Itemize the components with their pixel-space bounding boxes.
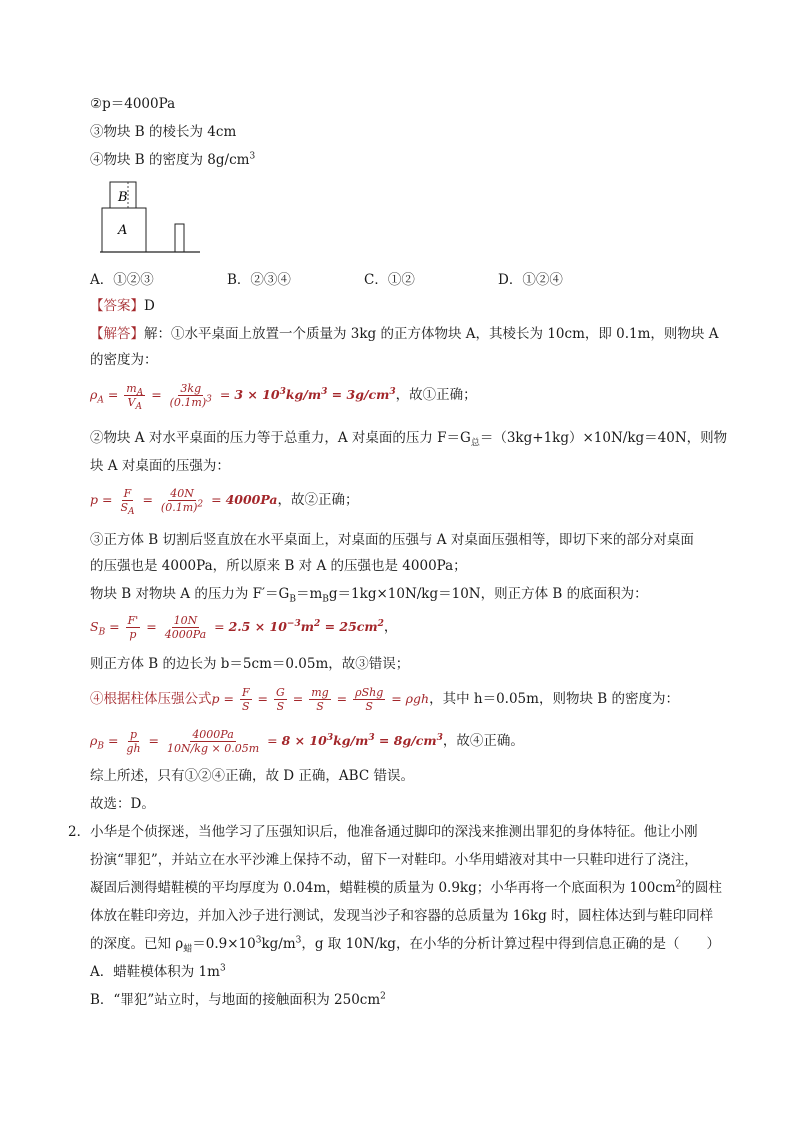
eq1-tail: ，故①正确； (395, 387, 477, 403)
option-a: A．①②③ (90, 272, 154, 288)
q2-line-5: 的深度。已知 $\rho_蜡=0.9\times 10^3kg/m^3$，g 取 10N/kg，在小华的分析计算过程中得到信息正确的是（ ） (90, 935, 720, 955)
q2-l3a: 凝固后测得蜡鞋模的平均厚度为 0.04m，蜡鞋模的质量为 0.9kg；小华再将一个底面积为 100cm (90, 880, 676, 896)
analysis-summary: 综上所述，只有①②④正确，故 D 正确，ABC 错误。 (90, 768, 414, 784)
equation-3 (90, 612, 397, 642)
eq4a-formula: p = $\frac{F}{S}$ = $\frac{G}{S}$ = $\frac{mg}{S}$ = $\frac{\text{ρShg}}{S}$ = ρgh (211, 686, 430, 713)
q2-l5a: 的深度。已知 ρ (90, 936, 184, 952)
statement-4 (90, 150, 255, 170)
q2-line-3: 凝固后测得蜡鞋模的平均厚度为 0.04m，蜡鞋模的质量为 0.9kg；小华再将一个底面积为 $100cm^2$的圆柱 (90, 879, 722, 896)
eq3-formula: $S_B$ = $\frac{F'}{p}$ = $\frac{10N}{4000Pa}$ = $2.5 \times 10^{-3}m^2 = 25cm^2$ (90, 614, 384, 641)
blocks-diagram (100, 178, 200, 254)
q2-l5b: ＝0.9×10 (192, 936, 256, 952)
statement-2: ②p＝4000Pa (90, 96, 176, 112)
option-d: D．①②④ (498, 272, 563, 288)
statement-3: ③物块 B 的棱长为 4cm (90, 124, 237, 140)
p2-sub: 总 (470, 438, 480, 449)
analysis-bracket: 【解答】 (90, 326, 144, 342)
q2-opt-b-text: B．“罪犯”站立时，与地面的接触面积为 250cm (90, 992, 381, 1008)
q2-l3b: 的圆柱 (681, 880, 722, 896)
analysis-p3-line-3: 物块 B 对物块 A 的压力为 $F'=G_B=m_Bg=1kg\times 10N/kg=10N$，则正方体 B 的底面积为： (90, 586, 648, 605)
q2-line-4: 体放在鞋印旁边，并加入沙子进行测试，发现当沙子和容器的总质量为 16kg 时，圆柱体达到与鞋印同样 (90, 908, 714, 924)
cut-piece (175, 224, 184, 252)
analysis-p2-line-2: 块 A 对桌面的压强为： (90, 458, 230, 474)
equation-4 (90, 726, 524, 756)
eq2-formula: p = $\frac{F}{S_A}$ = $\frac{40N}{(0.1m)^2}$ = 4000Pa (90, 487, 278, 518)
option-b: B．②③④ (227, 272, 291, 288)
p3-c3: g＝1kg×10N/kg＝10N，则正方体 B 的底面积为： (328, 586, 648, 602)
answer-bracket: 【答案】 (90, 298, 144, 314)
q2-opt-a-text: A．蜡鞋模体积为 1m (90, 964, 220, 980)
eq4-formula: $\rho_B$ = $\frac{p}{gh}$ = $\frac{4000Pa}{10N/kg \times 0.05m}$ = $8 \times 10^3kg/m^3 = 8g/cm^3$ (90, 728, 443, 755)
option-c: C．①② (364, 272, 415, 288)
eq2-tail: ，故②正确； (277, 492, 359, 508)
q2-line-1: 2．小华是个侦探迷，当他学习了压强知识后，他准备通过脚印的深浅来推测出罪犯的身体特征。他让小刚 (68, 824, 698, 840)
analysis-intro: 解： (144, 326, 171, 342)
p4-b: ，其中 h＝0.05m，则物块 B 的密度为： (429, 691, 679, 707)
p3-c2: ＝m (295, 586, 323, 602)
statement-4-sup: 3 (249, 151, 256, 162)
equation-4-intro (90, 684, 679, 714)
label-b: B (118, 190, 128, 205)
p2-a: ②物块 A 对水平桌面的压力等于总重力，A 对桌面的压力 F＝G (90, 430, 471, 446)
analysis-final: 故选：D。 (90, 796, 155, 812)
q2-option-a: A．蜡鞋模体积为 $1m^3$ (90, 963, 226, 980)
analysis-p2-line-1 (90, 428, 727, 448)
p2-b: ＝（3kg+1kg）×10N/kg＝40N，则物 (479, 430, 728, 446)
q2-l5c: kg/m (261, 936, 296, 952)
equation-1 (90, 380, 477, 413)
equation-2 (90, 485, 359, 518)
p3-c: 物块 B 对物块 A 的压力为 F′＝G (90, 586, 290, 602)
label-a: A (118, 223, 128, 238)
analysis-p3-line-1: ③正方体 B 切割后竖直放在水平桌面上，对桌面的压强与 A 对桌面压强相等，即切下来的部分对桌面 (90, 532, 694, 548)
answer-value: D (144, 298, 155, 314)
eq1-formula: $\rho_A$ = $\frac{m_A}{V_A}$ = $\frac{3kg}{(0.1m)^3}$ = $3 \times 10^3kg/m^3 = 3g/cm^3$ (90, 382, 396, 413)
eq4-tail: ，故④正确。 (442, 733, 524, 749)
q2-line-2: 扮演“罪犯”，并站立在水平沙滩上保持不动，留下一对鞋印。小华用蜡液对其中一只鞋印进行了浇注， (90, 852, 698, 868)
eq3-tail: ， (383, 619, 398, 635)
q2-l5-sub: 蜡 (183, 944, 193, 955)
analysis-p1: ①水平桌面上放置一个质量为 3kg 的正方体物块 A，其棱长为 10cm，即 0.1m，则物块 A (171, 326, 719, 342)
answer-line (90, 296, 155, 316)
statement-4-text: ④物块 B 的密度为 8g/cm (90, 152, 250, 168)
q2-l5d: ，g 取 10N/kg，在小华的分析计算过程中得到信息正确的是（ ） (301, 936, 720, 952)
q2-option-b: B．“罪犯”站立时，与地面的接触面积为 $250cm^2$ (90, 991, 386, 1008)
analysis-p3-line-2: 的压强也是 4000Pa，所以原来 B 对 A 的压强也是 4000Pa； (90, 558, 467, 574)
analysis-line-1 (90, 324, 718, 344)
analysis-p3-line-4: 则正方体 B 的边长为 b＝5cm＝0.05m，故③错误； (90, 656, 410, 672)
analysis-line-2: 的密度为： (90, 352, 158, 368)
p4-a: ④根据柱体压强公式 (90, 691, 212, 707)
